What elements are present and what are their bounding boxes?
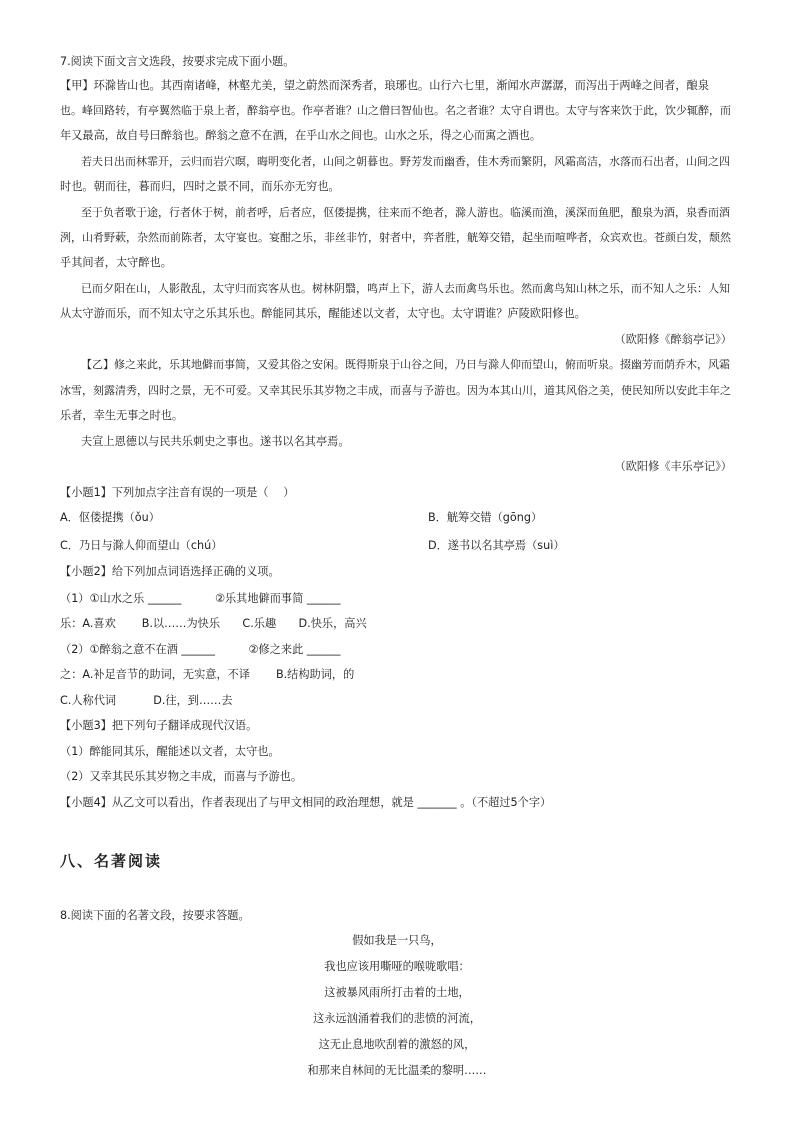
passage-jia-source: （欧阳修《醉翁亭记》） — [614, 333, 732, 346]
sub1-option-c: C．乃日与滁人仰而望山（chú） — [60, 539, 223, 552]
passage-jia-line: 乎其间者，太守醉也。 — [60, 256, 172, 269]
passage-yi-source: （欧阳修《丰乐亭记》） — [614, 460, 732, 473]
passage-yi-line: 【乙】修之来此，乐其地僻而事简，又爱其俗之安闲。既得斯泉于山谷之间，乃日与滁人仰而望山，俯而听泉。掇幽芳而荫乔木，风霜 — [81, 358, 730, 371]
sub2-options1: 乐：A.喜欢 B.以……为快乐 C.乐趣 D.快乐，高兴 — [60, 617, 367, 630]
passage-jia-line: 【甲】环滁皆山也。其西南诸峰，林壑尤美，望之蔚然而深秀者，琅琊也。山行六七里，渐闻水声潺潺，而泻出于两峰之间者，酿泉 — [60, 79, 709, 92]
passage-yi-line: 乐者，幸生无事之时也。 — [60, 409, 184, 422]
sub2-options2b: C.人称代词 D.往，到……去 — [60, 694, 233, 707]
sub3-sentence1: （1）醉能同其乐，醒能述以文者，太守也。 — [60, 745, 280, 758]
poem-line: 和那来自林间的无比温柔的黎明…… — [307, 1064, 487, 1077]
sub1-option-b: B．觥筹交错（gōng） — [428, 511, 543, 524]
passage-jia-line: 已而夕阳在山，人影散乱，太守归而宾客从也。树林阴翳，鸣声上下，游人去而禽鸟乐也。然而禽鸟知山林之乐，而不知人之乐：人知 — [81, 282, 730, 295]
sub2-line2: （2）①醉翁之意不在酒 ______ ②修之来此 ______ — [60, 643, 341, 656]
sub3-stem: 【小题3】把下列句子翻译成现代汉语。 — [60, 719, 258, 732]
passage-yi-line: 夫宣上恩德以与民共乐刺史之事也。遂书以名其亭焉。 — [81, 435, 350, 448]
passage-jia-line: 洌，山肴野蔌，杂然而前陈者，太守宴也。宴酣之乐，非丝非竹，射者中，弈者胜，觥筹交错，起坐而喧哗者，众宾欢也。苍颜白发，颓然 — [60, 231, 731, 244]
q8-intro: 8.阅读下面的名著文段，按要求答题。 — [60, 909, 250, 922]
q7-intro: 7.阅读下面文言文选段，按要求完成下面小题。 — [60, 55, 295, 68]
passage-jia-line: 也。峰回路转，有亭翼然临于泉上者，醉翁亭也。作亭者谁？山之僧曰智仙也。名之者谁？太守自谓也。太守与客来饮于此，饮少辄醉，而 — [60, 104, 731, 117]
passage-jia-line: 时也。朝而往，暮而归，四时之景不同，而乐亦无穷也。 — [60, 180, 340, 193]
sub4-stem: 【小题4】从乙文可以看出，作者表现出了与甲文相同的政治理想，就是 _______ 。（不超过5个字） — [60, 796, 552, 809]
passage-jia-line: 至于负者歌于途，行者休于树，前者呼，后者应，伛偻提携，往来而不绝者，滁人游也。临溪而渔，溪深而鱼肥，酿泉为酒，泉香而酒 — [81, 206, 730, 219]
sub1-stem: 【小题1】下列加点字注音有误的一项是（ ） — [60, 486, 295, 499]
poem-line: 我也应该用嘶哑的喉咙歌唱： — [324, 960, 470, 973]
sub2-line1: （1）①山水之乐 ______ ②乐其地僻而事简 ______ — [60, 592, 341, 605]
passage-jia-line: 从太守游而乐，而不知太守之乐其乐也。醉能同其乐，醒能述以文者，太守也。太守谓谁？庐陵欧阳修也。 — [60, 307, 586, 320]
poem-line: 假如我是一只鸟， — [352, 934, 442, 947]
sub3-sentence2: （2）又幸其民乐其岁物之丰成，而喜与予游也。 — [60, 770, 303, 783]
poem-line: 这无止息地吹刮着的激怒的风， — [318, 1038, 476, 1051]
passage-yi-line: 冰雪，刻露清秀，四时之景，无不可爱。又幸其民乐其岁物之丰成，而喜与予游也。因为本其山川，道其风俗之美，使民知所以安此丰年之 — [60, 384, 731, 397]
sub2-options2a: 之：A.补足音节的助词，无实意，不译 B.结构助词，的 — [60, 668, 355, 681]
passage-jia-line: 若夫日出而林霏开，云归而岩穴暝，晦明变化者，山间之朝暮也。野芳发而幽香，佳木秀而繁阴，风霜高洁，水落而石出者，山间之四 — [81, 155, 730, 168]
passage-jia-line: 年又最高，故自号曰醉翁也。醉翁之意不在酒，在乎山水之间也。山水之乐，得之心而寓之酒也。 — [60, 129, 542, 142]
sub1-option-a: A．伛偻提携（ǒu） — [60, 511, 160, 524]
section-heading: 八、名著阅读 — [60, 852, 163, 870]
sub1-option-d: D．遂书以名其亭焉（suì） — [428, 539, 565, 552]
poem-line: 这永远汹涌着我们的悲愤的河流， — [313, 1012, 481, 1025]
poem-line: 这被暴风雨所打击着的土地， — [324, 986, 470, 999]
sub2-stem: 【小题2】给下列加点词语选择正确的义项。 — [60, 565, 280, 578]
